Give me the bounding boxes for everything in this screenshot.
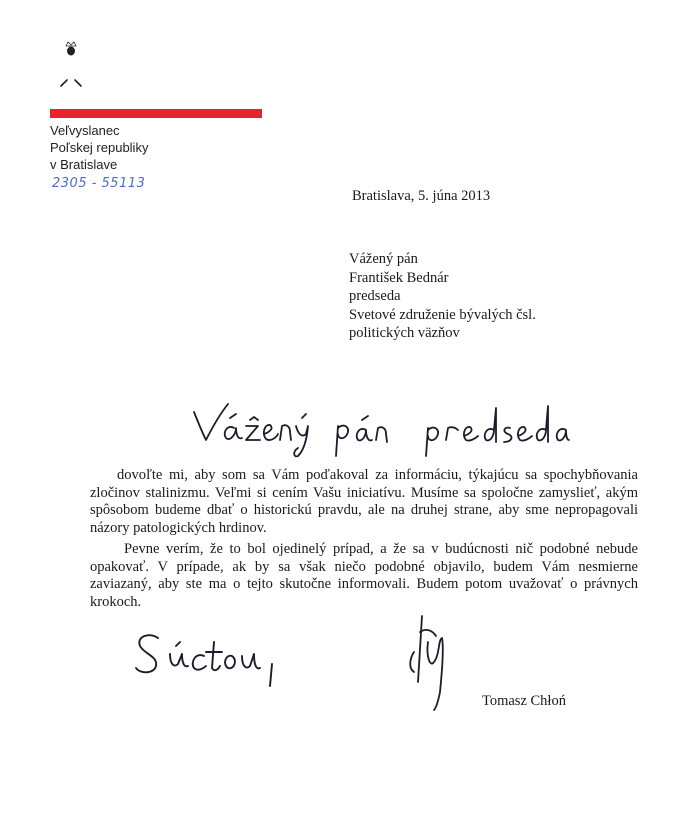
recipient-line-1: Vážený pán [349,251,418,267]
place-date: Bratislava, 5. júna 2013 [352,188,491,204]
recipient-line-5: politických väzňov [349,325,460,341]
recipient-line-3: predseda [349,288,401,304]
handwritten-signature [400,612,470,712]
recipient-block [349,250,536,343]
sender-block [50,122,148,173]
flag-red-stripe [50,109,262,118]
letter-body [90,467,638,615]
reference-number: 2305 - 55113 [52,176,146,191]
sender-line-1: Veľvyslanec [50,123,120,138]
recipient-line-2: František Bednár [349,269,449,286]
polish-flag-bar [50,100,262,118]
body-paragraph-2: Pevne verím, že to bol ojedinelý prípad, a že sa v budúcnosti nič podobné nebude opakovať. V prípade, ak by sa však niečo podobné objavilo, budem Vám nesmierne zaviazaný, aby ste ma o tejto skutočne informovali. Budem potom uvažovať o právnych krokoch. [90,541,638,610]
body-paragraph-1: dovoľte mi, aby som sa Vám poďakoval za informáciu, týkajúcu sa spochybňovania zločinov stalinizmu. Veľmi si cením Vašu iniciatívu. Musíme sa spoločne zamyslieť, akým spôsobom budeme dbať o historickú pravdu, ale na druhej strane, aby sme nepropagovali názory patologických hrdinov. [90,467,638,536]
sender-line-2: Poľskej republiky [50,140,149,155]
recipient-line-4: Svetové združenie bývalých čsl. [349,306,536,323]
handwritten-closing [132,624,282,700]
signatory-name: Tomasz Chłoń [482,693,566,709]
sender-line-3: v Bratislave [50,157,118,172]
handwritten-salutation [190,390,570,460]
polish-eagle-icon [46,40,96,98]
